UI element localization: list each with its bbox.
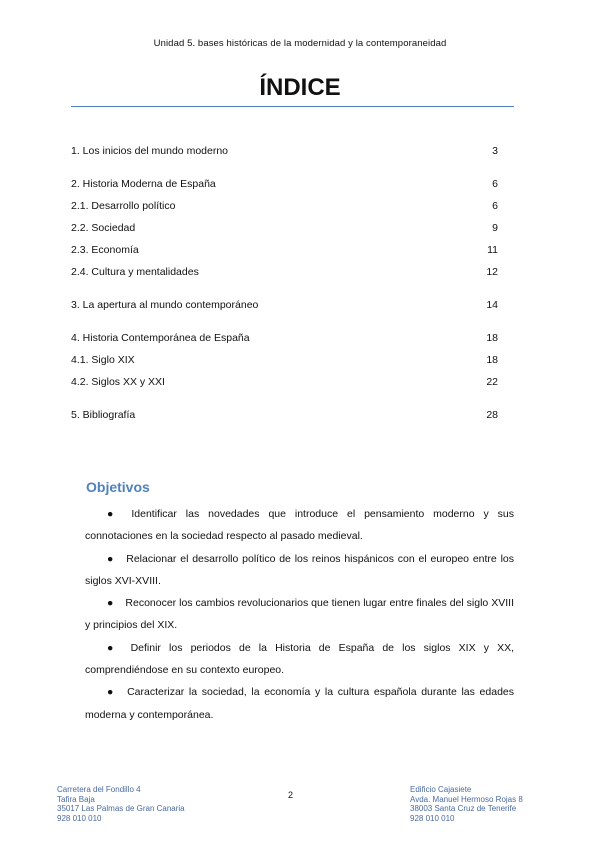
objectives-heading: Objetivos (86, 479, 150, 495)
bullet-icon: ● (107, 641, 119, 654)
objective-item (85, 592, 514, 637)
toc-entry[interactable] (71, 264, 498, 286)
toc-entry-page: 11 (487, 244, 498, 256)
objective-text: Reconocer los cambios revolucionarios que tienen lugar entre finales del siglo XVIII y principios del XIX. (85, 597, 514, 632)
footer-line: Edificio Cajasiete (410, 785, 472, 794)
footer-line: 35017 Las Palmas de Gran Canaria (57, 804, 185, 813)
toc-entry-label: 4.2. Siglos XX y XXI (71, 376, 165, 388)
toc-entry-page: 12 (486, 266, 498, 278)
objectives-list (85, 503, 514, 726)
toc-entry[interactable] (71, 220, 498, 242)
bullet-icon: ● (107, 508, 120, 520)
toc-entry[interactable] (71, 297, 498, 319)
toc-entry[interactable] (71, 176, 498, 198)
objective-item (85, 548, 514, 593)
footer-line: 928 010 010 (57, 813, 102, 823)
bullet-icon: ● (107, 597, 114, 610)
footer-line: 928 010 010 (410, 813, 455, 823)
toc-entry-label: 2.2. Sociedad (71, 222, 136, 234)
footer-line: 38003 Santa Cruz de Tenerife (410, 804, 517, 813)
toc-entry-label: 2.4. Cultura y mentalidades (71, 266, 199, 278)
toc-entry-page: 6 (492, 178, 498, 190)
objective-text: Relacionar el desarrollo político de los reinos hispánicos con el europeo entre los siglos XVI-XVIII. (85, 552, 514, 587)
objective-item (85, 503, 514, 548)
running-header: Unidad 5. bases históricas de la modernidad y la contemporaneidad (153, 38, 447, 49)
toc-entry-label: 2. Historia Moderna de España (71, 178, 216, 190)
toc-entry-page: 18 (486, 332, 498, 344)
toc-entry-page: 22 (486, 376, 498, 388)
page-number: 2 (288, 790, 294, 800)
objective-item (85, 637, 514, 682)
toc-entry-label: 3. La apertura al mundo contemporáneo (71, 299, 259, 311)
toc-entry-page: 6 (492, 200, 498, 212)
objective-text: Identificar las novedades que introduce el pensamiento moderno y sus connotaciones en la sociedad respecto al pasado medieval. (85, 508, 515, 543)
toc-entry-label: 4.1. Siglo XIX (71, 354, 135, 366)
toc-entry-page: 9 (492, 222, 498, 234)
toc-entry-page: 18 (486, 354, 498, 366)
bullet-icon: ● (107, 686, 116, 699)
toc-entry-label: 5. Bibliografía (71, 409, 136, 421)
toc-entry[interactable] (71, 352, 498, 374)
objective-text: Definir los periodos de la Historia de España de los siglos XIX y XX, comprendiéndose en su contexto europeo. (85, 641, 515, 677)
toc-entry[interactable] (71, 407, 498, 429)
objective-item (85, 681, 514, 726)
footer-address-left (57, 785, 185, 823)
footer-line: Tafira Baja (57, 794, 95, 804)
toc-entry[interactable] (71, 374, 498, 396)
bullet-icon: ● (107, 552, 115, 565)
toc-entry[interactable] (71, 143, 498, 165)
objective-text: Caracterizar la sociedad, la economía y la cultura española durante las edades moderna y contemporánea. (85, 686, 515, 721)
toc-entry-page: 14 (486, 299, 498, 311)
toc-entry-page: 3 (492, 145, 498, 157)
toc-entry-label: 4. Historia Contemporánea de España (71, 332, 250, 344)
toc-entry-label: 1. Los inicios del mundo moderno (71, 145, 229, 157)
footer-line: Avda. Manuel Hermoso Rojas 8 (410, 794, 523, 804)
toc-entry[interactable] (71, 242, 498, 264)
toc-entry[interactable] (71, 198, 498, 220)
table-of-contents (71, 143, 498, 429)
toc-entry-page: 28 (486, 409, 498, 421)
toc-entry-label: 2.1. Desarrollo político (71, 200, 176, 212)
footer-address-right (410, 785, 523, 823)
footer-line: Carretera del Fondillo 4 (57, 785, 141, 794)
toc-entry[interactable] (71, 330, 498, 352)
toc-entry-label: 2.3. Economía (71, 244, 139, 256)
title-divider (71, 106, 514, 107)
page-title: ÍNDICE (259, 74, 341, 101)
